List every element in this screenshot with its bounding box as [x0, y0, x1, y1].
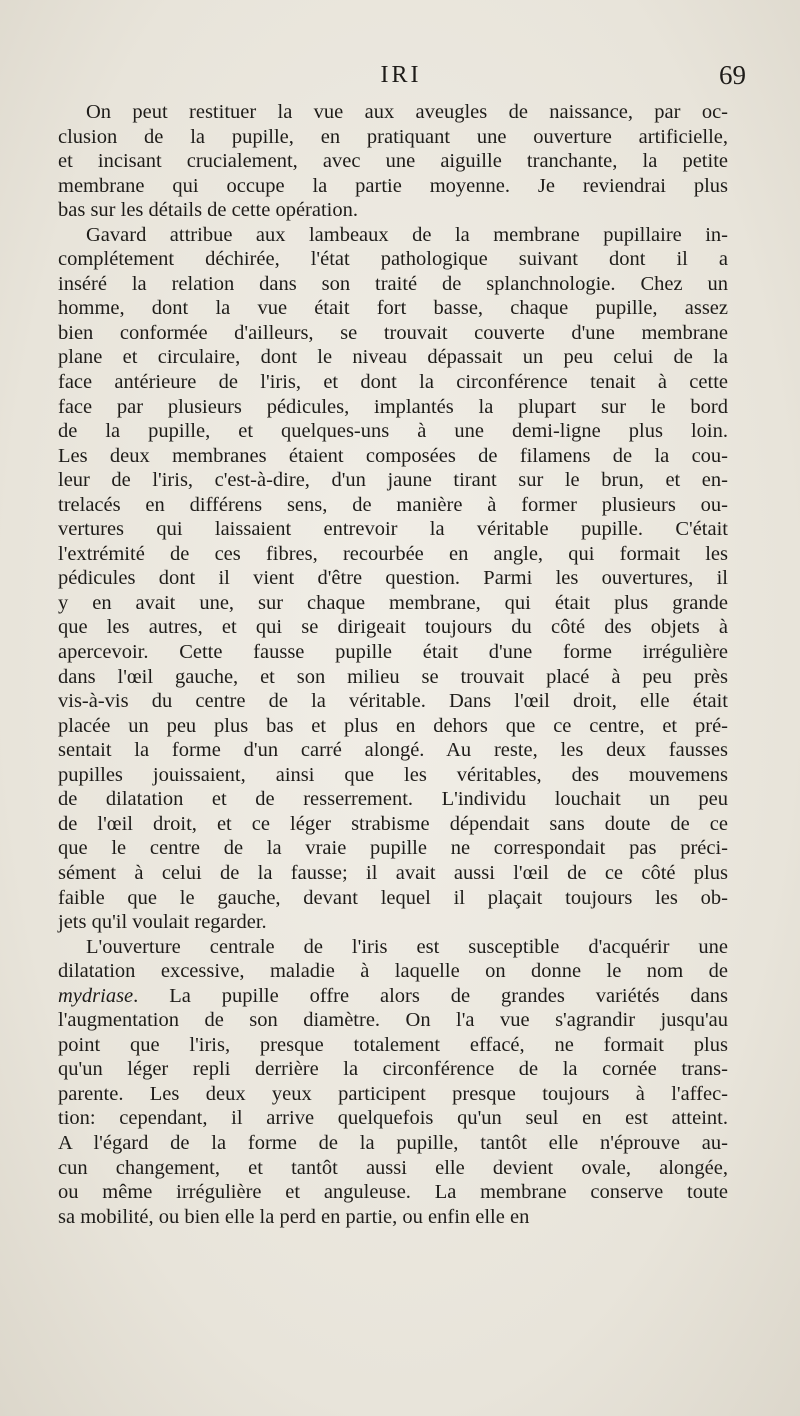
- text-line: y en avait une, sur chaque membrane, qui était plus grande: [58, 591, 728, 614]
- text-line: dans l'œil gauche, et son milieu se trouvait placé à peu près: [58, 665, 728, 688]
- text-line: tion: cependant, il arrive quelquefois qu'un seul en est atteint.: [58, 1107, 728, 1130]
- text-line: l'augmentation de son diamètre. On l'a vue s'agrandir jusqu'au: [58, 1009, 728, 1032]
- text-line: Gavard attribue aux lambeaux de la membrane pupillaire in-: [86, 223, 728, 246]
- text-line: vertures qui laissaient entrevoir la véritable pupille. C'était: [58, 518, 728, 541]
- page-number: 69: [719, 60, 746, 90]
- text-line: et incisant crucialement, avec une aiguille tranchante, la petite: [58, 150, 728, 173]
- text-line: sa mobilité, ou bien elle la perd en partie, ou enfin elle en: [58, 1205, 530, 1228]
- text-line: parente. Les deux yeux participent presque toujours à l'affec-: [58, 1082, 728, 1105]
- text-line: face par plusieurs pédicules, implantés la plupart sur le bord: [58, 395, 728, 418]
- text-line: bien conformée d'ailleurs, se trouvait couverte d'une membrane: [58, 321, 728, 344]
- text-line: jets qu'il voulait regarder.: [58, 911, 267, 934]
- text-line: bas sur les détails de cette opération.: [58, 199, 358, 222]
- text-line: de l'œil droit, et ce léger strabisme dépendait sans doute de ce: [58, 812, 728, 835]
- text-line: que le centre de la vraie pupille ne correspondait pas préci-: [58, 837, 728, 860]
- text-line: sément à celui de la fausse; il avait aussi l'œil de ce côté plus: [58, 861, 728, 884]
- text-line: ou même irrégulière et anguleuse. La membrane conserve toute: [58, 1181, 728, 1204]
- text-line: point que l'iris, presque totalement effacé, ne formait plus: [58, 1033, 728, 1056]
- text-line: On peut restituer la vue aux aveugles de naissance, par oc-: [86, 101, 728, 123]
- text-line: complétement déchirée, l'état pathologique suivant dont il a: [58, 248, 728, 271]
- text-line: sentait la forme d'un carré alongé. Au reste, les deux fausses: [58, 739, 728, 762]
- text-line: Les deux membranes étaient composées de filamens de la cou-: [58, 444, 728, 467]
- page-header: [56, 62, 746, 96]
- paragraph: [58, 223, 728, 935]
- text-line: cun changement, et tantôt aussi elle devient ovale, alongée,: [58, 1156, 728, 1179]
- text-line: pédicules dont il vient d'être question. Parmi les ouvertures, il: [58, 567, 728, 590]
- text-line: l'extrémité de ces fibres, recourbée en angle, qui formait les: [58, 542, 728, 565]
- text-line: de dilatation et de resserrement. L'individu louchait un peu: [58, 788, 728, 811]
- text-line: pupilles jouissaient, ainsi que les véritables, des mouvemens: [58, 763, 728, 786]
- text-line: leur de l'iris, c'est-à-dire, d'un jaune tirant sur le brun, et en-: [58, 469, 728, 492]
- paragraph: [58, 100, 728, 223]
- text-line: A l'égard de la forme de la pupille, tantôt elle n'éprouve au-: [58, 1131, 728, 1154]
- text-line: apercevoir. Cette fausse pupille était d'une forme irrégulière: [58, 641, 728, 664]
- text-line: faible que le gauche, devant lequel il plaçait toujours les ob-: [58, 886, 728, 909]
- running-head: IRI: [380, 62, 422, 88]
- text-line: qu'un léger repli derrière la circonférence de la cornée trans-: [58, 1058, 728, 1081]
- text-line: inséré la relation dans son traité de splanchnologie. Chez un: [58, 272, 728, 295]
- text-line: placée un peu plus bas et plus en dehors que ce centre, et pré-: [58, 714, 728, 737]
- text-line: vis-à-vis du centre de la véritable. Dans l'œil droit, elle était: [58, 690, 728, 713]
- body-text: [58, 100, 728, 1229]
- text-line: clusion de la pupille, en pratiquant une ouverture artificielle,: [58, 125, 728, 148]
- text-line: de la pupille, et quelques-uns à une demi-ligne plus loin.: [58, 420, 728, 443]
- text-line: dilatation excessive, maladie à laquelle on donne le nom de: [58, 960, 728, 983]
- text-line: face antérieure de l'iris, et dont la circonférence tenait à cette: [58, 371, 728, 394]
- text-line: mydriase. La pupille offre alors de grandes variétés dans: [58, 984, 728, 1007]
- text-line: L'ouverture centrale de l'iris est susceptible d'acquérir une: [86, 935, 728, 958]
- text-line: homme, dont la vue était fort basse, chaque pupille, assez: [58, 297, 728, 320]
- paragraph: [58, 935, 728, 1230]
- text-line: trelacés en différens sens, de manière à former plusieurs ou-: [58, 493, 728, 516]
- text-line: plane et circulaire, dont le niveau dépassait un peu celui de la: [58, 346, 728, 369]
- text-line: que les autres, et qui se dirigeait toujours du côté des objets à: [58, 616, 728, 639]
- text-line: membrane qui occupe la partie moyenne. Je reviendrai plus: [58, 174, 728, 197]
